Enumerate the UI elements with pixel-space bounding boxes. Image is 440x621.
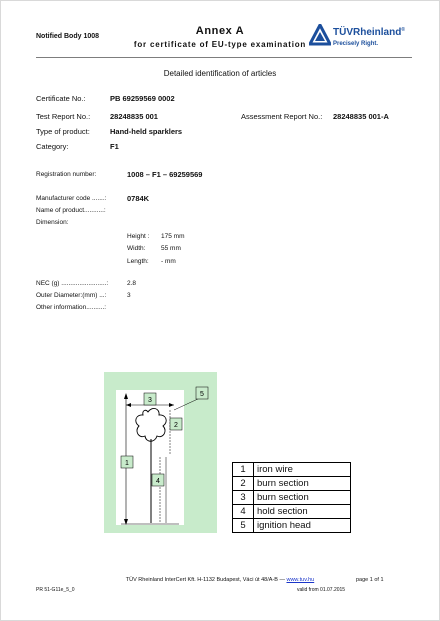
- part-number: 3: [233, 491, 254, 505]
- section-title: Detailed identification of articles: [163, 69, 277, 78]
- brand-slogan: Precisely Right.: [333, 41, 379, 47]
- table-row: [233, 505, 351, 519]
- parts-table: [232, 462, 351, 533]
- width-value: 55 mm: [161, 245, 181, 252]
- assessment-report-no-label: Assessment Report No.:: [241, 112, 323, 121]
- table-row: [233, 477, 351, 491]
- registration-number-label: Registration number:: [36, 171, 97, 178]
- callout-5: 5: [200, 391, 204, 398]
- nec-value: 2.8: [127, 280, 137, 287]
- type-of-product-value: Hand-held sparklers: [110, 127, 183, 136]
- name-of-product-label: Name of product...........:: [36, 207, 106, 214]
- valid-from: valid from 01.07.2015: [297, 587, 346, 593]
- brand-logotype: [333, 27, 405, 38]
- length-label: Length:: [127, 258, 149, 265]
- height-value: 175 mm: [161, 233, 185, 240]
- callout-1: 1: [125, 460, 129, 467]
- sparkler-figure: [104, 372, 217, 533]
- outer-diameter-label: Outer Diameter:(mm) ...:: [36, 292, 107, 299]
- manufacturer-code-value: 0784K: [127, 194, 150, 203]
- annex-subtitle: for certificate of EU-type examination: [133, 40, 307, 49]
- part-name: hold section: [254, 505, 351, 519]
- registration-number-value: 1008 – F1 – 69259569: [127, 170, 203, 179]
- annex-title: Annex A: [195, 25, 245, 37]
- height-label: Height :: [127, 233, 150, 240]
- category-value: F1: [110, 142, 119, 151]
- brand-name: TÜVRheinland: [333, 27, 402, 38]
- table-row: [233, 463, 351, 477]
- callout-4: 4: [156, 478, 160, 485]
- certificate-no-label: Certificate No.:: [36, 94, 86, 103]
- length-value: - mm: [161, 258, 176, 265]
- assessment-report-no-value: 28248835 001-A: [333, 112, 389, 121]
- part-name: ignition head: [254, 519, 351, 533]
- type-of-product-label: Type of product:: [36, 127, 90, 136]
- part-name: burn section: [254, 477, 351, 491]
- dimension-label: Dimension:: [36, 219, 69, 226]
- table-row: [233, 519, 351, 533]
- part-number: 5: [233, 519, 254, 533]
- certificate-no-value: PB 69259569 0002: [110, 94, 175, 103]
- page-number: page 1 of 1: [356, 577, 384, 583]
- manufacturer-code-label: Manufacturer code .......:: [36, 195, 107, 202]
- nec-label: NEC (g) .........................:: [36, 280, 109, 287]
- footer-website-link[interactable]: www.tuv.hu: [286, 577, 315, 583]
- table-row: [233, 491, 351, 505]
- part-number: 2: [233, 477, 254, 491]
- callout-3: 3: [148, 397, 152, 404]
- header-divider: [36, 57, 412, 58]
- form-id: PR 51-G11e_5_0: [36, 587, 75, 593]
- callout-2: 2: [174, 422, 178, 429]
- notified-body-label: Notified Body 1008: [36, 33, 100, 40]
- other-information-label: Other information..........:: [36, 304, 107, 311]
- test-report-no-value: 28248835 001: [110, 112, 158, 121]
- sparkler-drawing: [104, 372, 217, 533]
- brand-registered-mark: ®: [401, 27, 406, 33]
- part-number: 1: [233, 463, 254, 477]
- footer-address-text: TÜV Rheinland InterCert Kft. H-1132 Budapest, Váci út 48/A-B —: [125, 577, 285, 583]
- tuv-triangle-logo-icon: [309, 24, 331, 46]
- part-name: burn section: [254, 491, 351, 505]
- test-report-no-label: Test Report No.:: [36, 112, 91, 121]
- outer-diameter-value: 3: [127, 292, 131, 299]
- part-name: iron wire: [254, 463, 351, 477]
- category-label: Category:: [36, 142, 69, 151]
- part-number: 4: [233, 505, 254, 519]
- width-label: Width:: [127, 245, 146, 252]
